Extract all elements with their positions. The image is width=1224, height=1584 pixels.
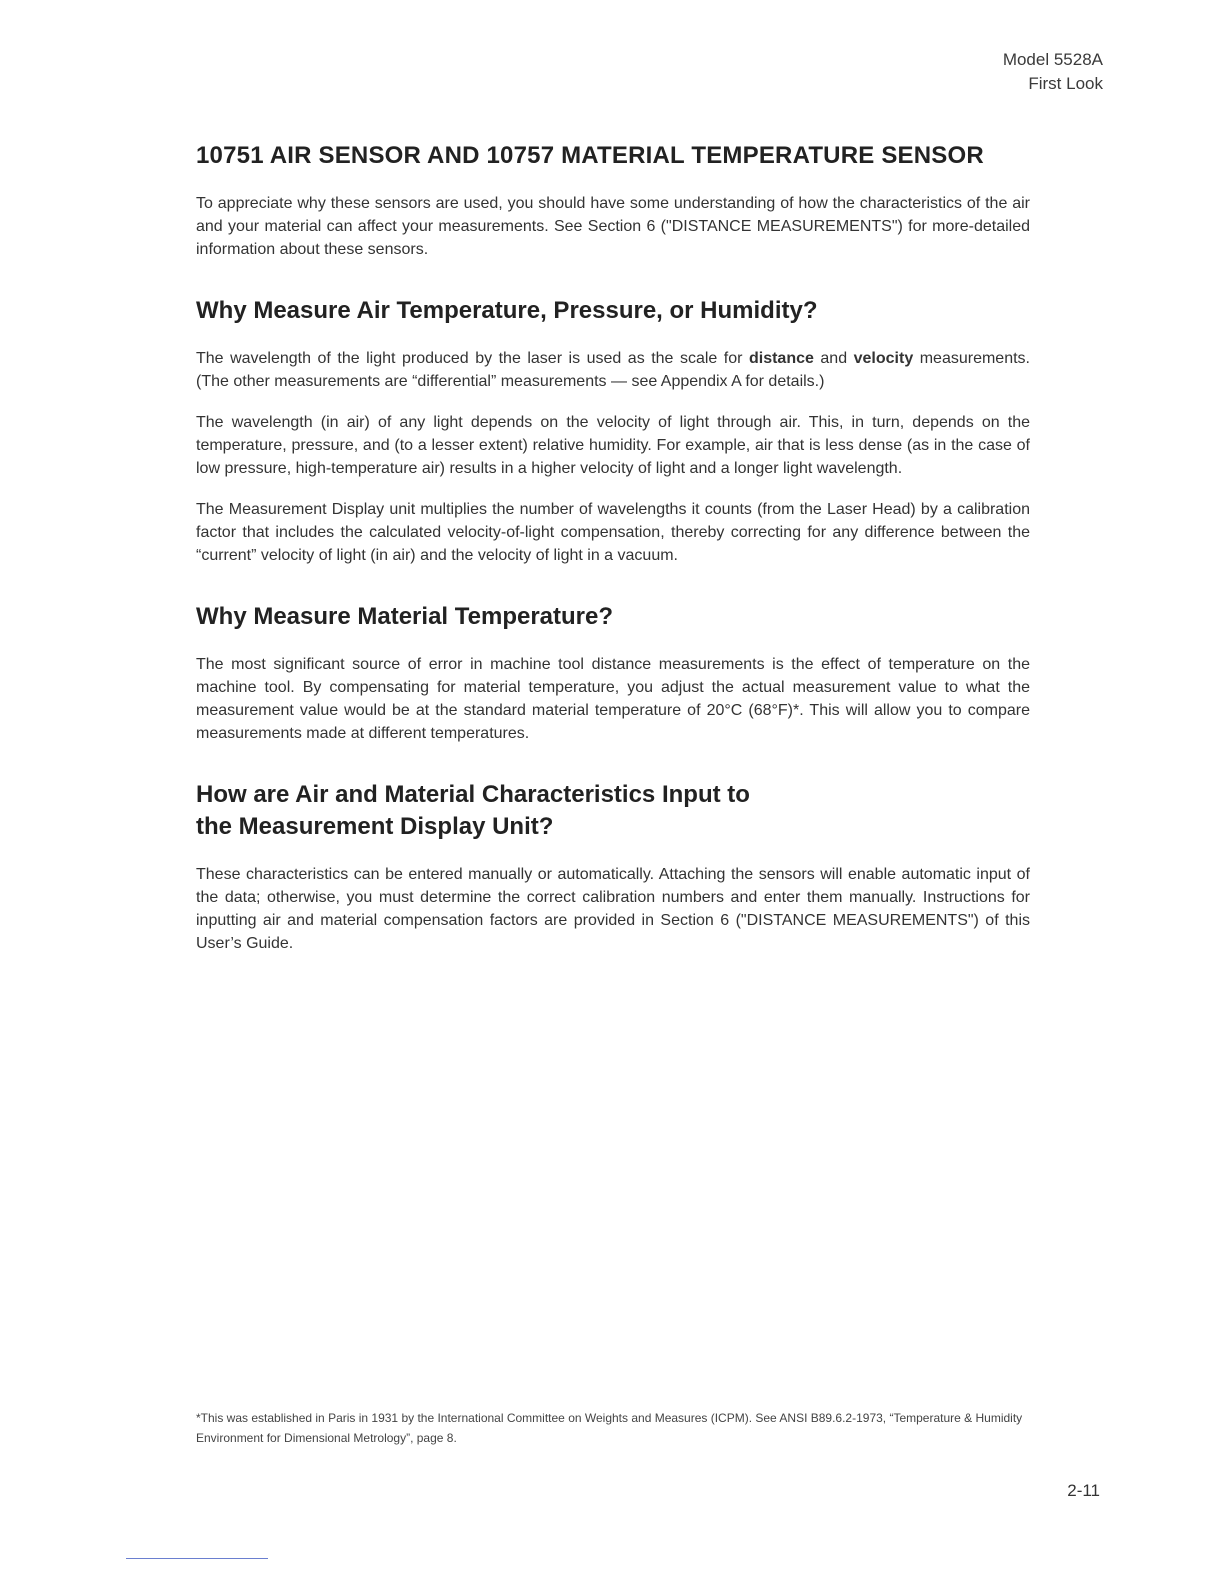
air-paragraph-2: The wavelength (in air) of any light depends on the velocity of light through air. This, in turn, depends on the temperature, pressure, and (to a lesser extent) relative humidity. For example, air that is less dense (as in the case of low pressure, high-temperature air) results in a higher velocity of light and a longer light wavelength. bbox=[196, 414, 1030, 477]
velocity-term: velocity bbox=[853, 350, 914, 367]
distance-term: distance bbox=[748, 350, 814, 367]
air-p1-text-b: and bbox=[813, 350, 854, 367]
material-section-heading: Why Measure Material Temperature? bbox=[196, 603, 614, 630]
input-paragraph: These characteristics can be entered manually or automatically. Attaching the sensors will enable automatic input of the data; otherwise, you must determine the correct calibration numbers and enter them manually. Instructions for inputting air and material compensation factors are provided in Section 6 ("DISTANCE MEASUREMENTS") of this User’s Guide. bbox=[196, 866, 1030, 952]
air-paragraph-1 bbox=[196, 347, 1030, 393]
document-body bbox=[196, 142, 1030, 973]
input-heading-line-2: the Measurement Display Unit? bbox=[196, 813, 554, 840]
footer-divider bbox=[126, 1558, 268, 1559]
footnote: *This was established in Paris in 1931 by the International Committee on Weights and Measures (ICPM). See ANSI B89.6.2-1973, “Temperature & Humidity Environment for Dimensional Metrology”, page 8. bbox=[196, 1411, 1023, 1445]
air-paragraph-3: The Measurement Display unit multiplies the number of wavelengths it counts (from the Laser Head) by a calibration factor that includes the calculated velocity-of-light compensation, thereby correcting for any difference between the “current” velocity of light (in air) and the velocity of light in a vacuum. bbox=[196, 501, 1030, 564]
air-p1-text-a: The wavelength of the light produced by the laser is used as the scale for bbox=[196, 350, 749, 367]
page-number: 2-11 bbox=[1067, 1481, 1100, 1500]
page-header bbox=[1003, 48, 1103, 96]
input-section-heading bbox=[196, 779, 1030, 843]
intro-paragraph: To appreciate why these sensors are used, you should have some understanding of how the characteristics of the air and your material can affect your measurements. See Section 6 ("DISTANCE MEASUREMENTS") for more-detailed information about these sensors. bbox=[196, 195, 1030, 258]
section-label: First Look bbox=[1028, 74, 1103, 93]
input-heading-line-1: How are Air and Material Characteristics Input to bbox=[196, 781, 750, 808]
model-label: Model 5528A bbox=[1002, 50, 1103, 69]
page-title: 10751 AIR SENSOR AND 10757 MATERIAL TEMPERATURE SENSOR bbox=[196, 142, 984, 169]
material-paragraph: The most significant source of error in machine tool distance measurements is the effect of temperature on the machine tool. By compensating for material temperature, you adjust the actual measurement value to what the measurement value would be at the standard material temperature of 20°C (68°F)*. This will allow you to compare measurements made at different temperatures. bbox=[196, 656, 1030, 742]
air-section-heading: Why Measure Air Temperature, Pressure, or Humidity? bbox=[196, 297, 818, 324]
air-p1-text-c: measurements. (The other measurements are “differential” measurements — see Appendix A for details.) bbox=[196, 350, 1030, 390]
